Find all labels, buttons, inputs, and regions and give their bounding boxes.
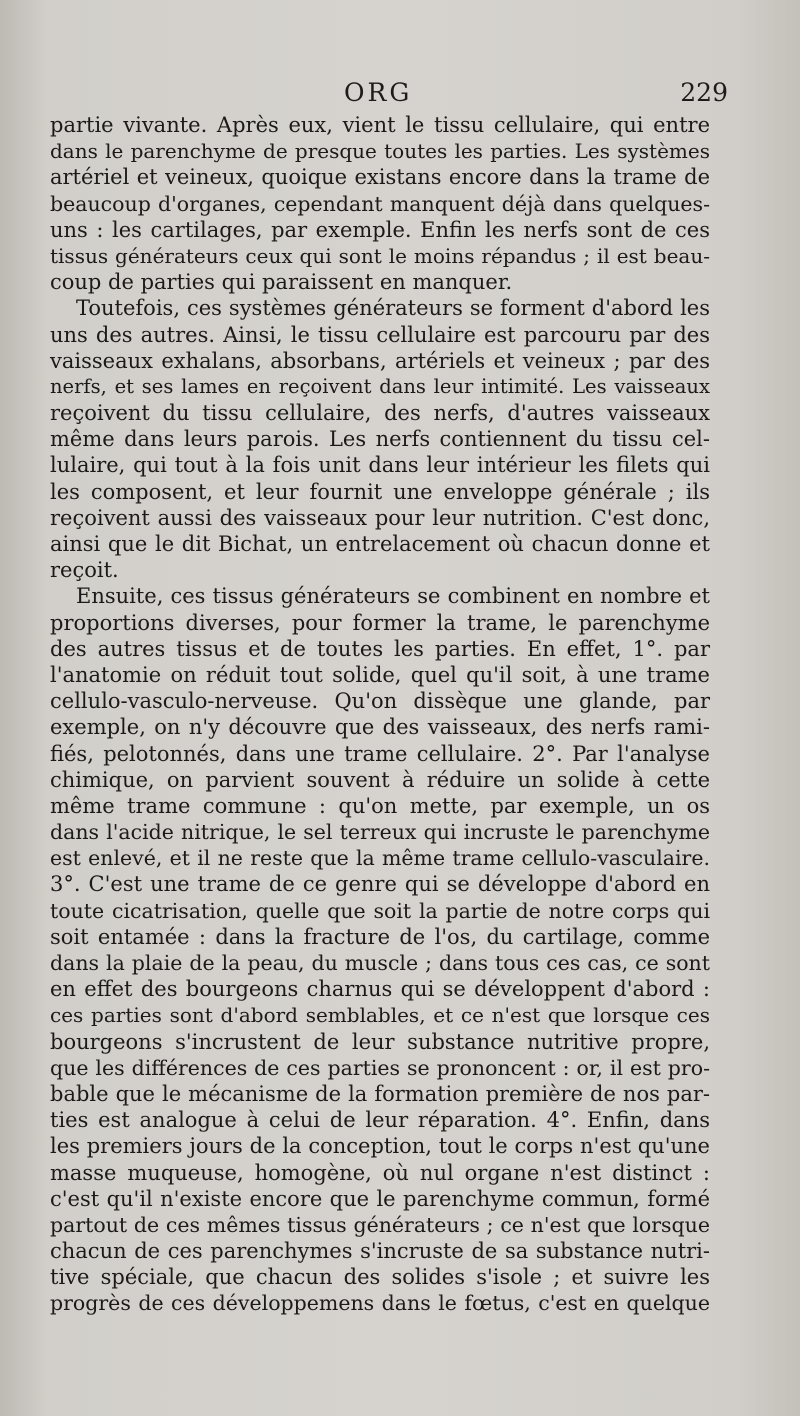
text-line: tissus générateurs ceux qui sont le moins répandus ; il est beau- (50, 243, 710, 268)
text-line: partie vivante. Après eux, vient le tissu cellulaire, qui entre (50, 113, 710, 137)
text-line: dans l'acide nitrique, le sel terreux qui incruste le parenchyme (50, 820, 710, 845)
text-line: proportions diverses, pour former la trame, le parenchyme (50, 610, 710, 635)
text-line: coup de parties qui paraissent en manquer. (50, 270, 513, 295)
text-line: exemple, on n'y découvre que des vaisseaux, des nerfs rami- (50, 715, 710, 740)
text-line: reçoivent aussi des vaisseaux pour leur nutrition. C'est donc, (50, 505, 710, 530)
text-line: que les différences de ces parties se prononcent : or, il est pro- (50, 1055, 710, 1080)
text-line: nerfs, et ses lames en reçoivent dans leur intimité. Les vaisseaux (50, 374, 710, 398)
text-line: toute cicatrisation, quelle que soit la partie de notre corps qui (50, 898, 710, 923)
text-line: cellulo-vasculo-nerveuse. Qu'on dissèque une glande, par (50, 689, 710, 714)
text-line: dans la plaie de la peau, du muscle ; dans tous ces cas, ce sont (50, 951, 710, 975)
text-line: uns des autres. Ainsi, le tissu cellulaire est parcouru par des (50, 322, 710, 347)
text-line: progrès de ces développemens dans le fœtus, c'est en quelque (50, 1291, 710, 1316)
paragraph-first-line: Ensuite, ces tissus générateurs se combinent en nombre et (76, 584, 710, 609)
text-line: c'est qu'il n'existe encore que le parenchyme commun, formé (50, 1186, 710, 1211)
text-line: fiés, pelotonnés, dans une trame cellulaire. 2°. Par l'analyse (50, 741, 710, 766)
text-line: ces parties sont d'abord semblables, et ce n'est que lorsque ces (50, 1003, 710, 1028)
text-line: ties est analogue à celui de leur réparation. 4°. Enfin, dans (50, 1108, 710, 1133)
text-line: l'anatomie on réduit tout solide, quel qu'il soit, à une trame (50, 662, 710, 687)
text-line: même dans leurs parois. Les nerfs contiennent du tissu cel- (50, 427, 710, 452)
text-line: partout de ces mêmes tissus générateurs ; ce n'est que lorsque (50, 1212, 710, 1237)
text-line: les composent, et leur fournit une enveloppe générale ; ils (50, 479, 710, 504)
text-line: beaucoup d'organes, cependant manquent déjà dans quelques- (50, 191, 710, 216)
text-line: reçoit. (50, 558, 119, 583)
page-number: 229 (680, 78, 728, 107)
text-line: chimique, on parvient souvent à réduire un solide à cette (50, 767, 710, 792)
text-line: est enlevé, et il ne reste que la même trame cellulo-vasculaire. (50, 846, 710, 871)
text-line: en effet des bourgeons charnus qui se développent d'abord : (50, 977, 710, 1002)
running-head: ORG (344, 78, 413, 107)
text-line: dans le parenchyme de presque toutes les parties. Les systèmes (50, 139, 710, 164)
text-line: artériel et veineux, quoique existans encore dans la trame de (50, 165, 710, 190)
text-line: soit entamée : dans la fracture de l'os, du cartilage, comme (50, 924, 710, 949)
text-line: masse muqueuse, homogène, où nul organe n'est distinct : (50, 1160, 710, 1185)
text-line: les premiers jours de la conception, tout le corps n'est qu'une (50, 1134, 710, 1159)
text-line: ainsi que le dit Bichat, un entrelacement où chacun donne et (50, 532, 710, 556)
text-line: lulaire, qui tout à la fois unit dans leur intérieur les filets qui (50, 453, 710, 478)
paragraph-first-line: Toutefois, ces systèmes générateurs se forment d'abord les (76, 296, 710, 321)
text-line: vaisseaux exhalans, absorbans, artériels et veineux ; par des (50, 348, 710, 373)
text-line: bable que le mécanisme de la formation première de nos par- (50, 1081, 710, 1106)
page-header (0, 72, 800, 112)
text-line: tive spéciale, que chacun des solides s'isole ; et suivre les (50, 1265, 710, 1290)
text-line: chacun de ces parenchymes s'incruste de sa substance nutri- (50, 1239, 710, 1264)
text-line: uns : les cartilages, par exemple. Enfin les nerfs sont de ces (50, 217, 710, 242)
text-line: des autres tissus et de toutes les parties. En effet, 1°. par (50, 636, 710, 661)
text-line: bourgeons s'incrustent de leur substance nutritive propre, (50, 1029, 710, 1054)
text-line: même trame commune : qu'on mette, par exemple, un os (50, 793, 710, 818)
text-line: reçoivent du tissu cellulaire, des nerfs, d'autres vaisseaux (50, 401, 710, 426)
text-line: 3°. C'est une trame de ce genre qui se développe d'abord en (50, 872, 710, 897)
body-text (50, 112, 710, 1317)
